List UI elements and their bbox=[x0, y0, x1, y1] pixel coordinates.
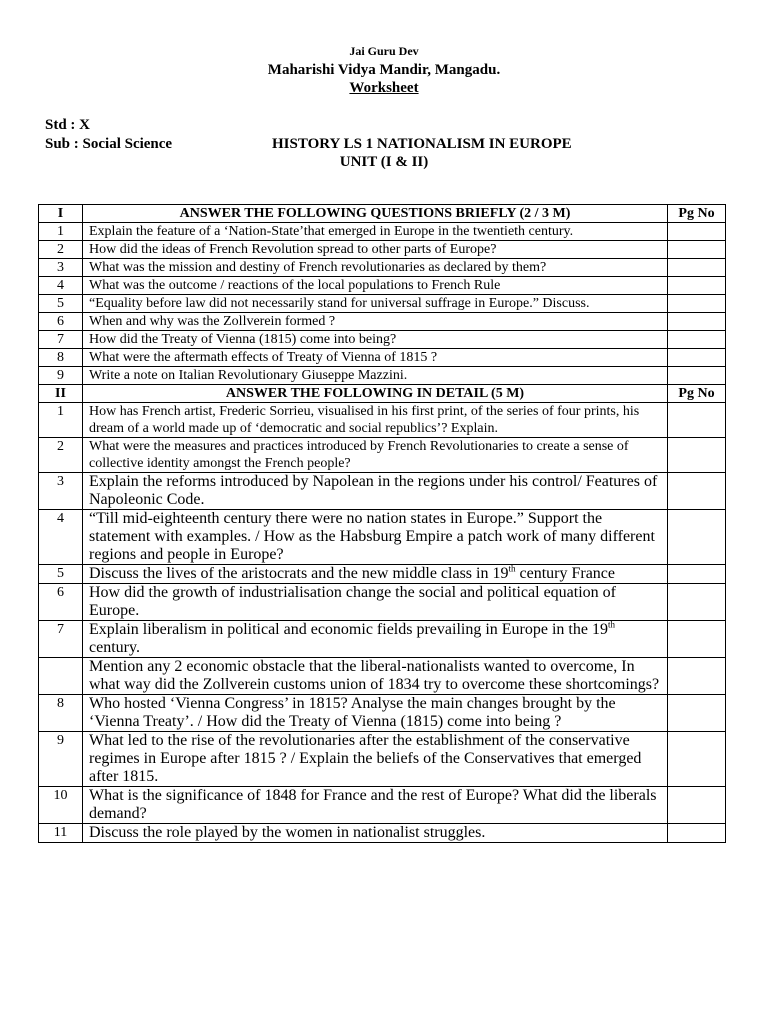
question-row bbox=[39, 331, 726, 349]
question-text bbox=[83, 565, 668, 584]
question-text-part: century France bbox=[515, 565, 615, 582]
pg-no-header: Pg No bbox=[668, 385, 726, 403]
school-name: Maharishi Vidya Mandir, Mangadu. bbox=[267, 62, 501, 78]
question-number: 7 bbox=[39, 331, 83, 349]
section-header bbox=[39, 385, 726, 403]
doc-type: Worksheet bbox=[349, 80, 419, 96]
question-text: Explain the feature of a ‘Nation-State’that emerged in Europe in the twentieth century. bbox=[83, 223, 668, 241]
question-text: “Till mid-eighteenth century there were no nation states in Europe.” Support the statement with examples. / How as the Habsburg Empire a patch work of many different regions and people in Europe? bbox=[83, 510, 668, 565]
question-row bbox=[39, 584, 726, 621]
question-text: What was the mission and destiny of French revolutionaries as declared by them? bbox=[83, 259, 668, 277]
question-number bbox=[39, 658, 83, 695]
question-number: 2 bbox=[39, 241, 83, 259]
question-row bbox=[39, 403, 726, 438]
question-row bbox=[39, 473, 726, 510]
question-row bbox=[39, 565, 726, 584]
question-number: 9 bbox=[39, 367, 83, 385]
page-number-cell bbox=[668, 732, 726, 787]
question-text: How did the Treaty of Vienna (1815) come into being? bbox=[83, 331, 668, 349]
page-number-cell bbox=[668, 331, 726, 349]
page-number-cell bbox=[668, 259, 726, 277]
page-number-cell bbox=[668, 621, 726, 658]
question-row bbox=[39, 438, 726, 473]
question-row bbox=[39, 295, 726, 313]
question-row bbox=[39, 241, 726, 259]
question-number: 1 bbox=[39, 403, 83, 438]
question-number: 3 bbox=[39, 473, 83, 510]
section-title: ANSWER THE FOLLOWING IN DETAIL (5 M) bbox=[83, 385, 668, 403]
ordinal-suffix: th bbox=[508, 563, 516, 574]
question-text bbox=[83, 621, 668, 658]
unit-label: UNIT (I & II) bbox=[339, 154, 429, 170]
question-row bbox=[39, 621, 726, 658]
question-text: How has French artist, Frederic Sorrieu, visualised in his first print, of the series of four prints, his dream of a world made up of ‘democratic and social republics’? Explain. bbox=[83, 403, 668, 438]
question-row bbox=[39, 349, 726, 367]
question-text: How did the growth of industrialisation change the social and political equation of Europe. bbox=[83, 584, 668, 621]
question-text: When and why was the Zollverein formed ? bbox=[83, 313, 668, 331]
question-number: 10 bbox=[39, 787, 83, 824]
question-row bbox=[39, 510, 726, 565]
question-text: Mention any 2 economic obstacle that the liberal-nationalists wanted to overcome, In what way did the Zollverein customs union of 1834 try to overcome these shortcomings? bbox=[83, 658, 668, 695]
question-row bbox=[39, 259, 726, 277]
question-number: 2 bbox=[39, 438, 83, 473]
question-row bbox=[39, 824, 726, 843]
question-text: How did the ideas of French Revolution spread to other parts of Europe? bbox=[83, 241, 668, 259]
std-label: Std : X bbox=[45, 117, 91, 133]
page-number-cell bbox=[668, 367, 726, 385]
question-number: 9 bbox=[39, 732, 83, 787]
pg-no-header: Pg No bbox=[668, 205, 726, 223]
page-number-cell bbox=[668, 787, 726, 824]
question-text-part: Explain liberalism in political and economic fields prevailing in Europe in the 19 bbox=[89, 621, 608, 638]
page-number-cell bbox=[668, 658, 726, 695]
question-row bbox=[39, 695, 726, 732]
question-text: What is the significance of 1848 for France and the rest of Europe? What did the liberals demand? bbox=[83, 787, 668, 824]
question-number: 5 bbox=[39, 565, 83, 584]
question-text: “Equality before law did not necessarily stand for universal suffrage in Europe.” Discuss. bbox=[83, 295, 668, 313]
worksheet-body bbox=[39, 205, 726, 843]
chapter-title: HISTORY LS 1 NATIONALISM IN EUROPE bbox=[272, 136, 572, 152]
section-number: I bbox=[39, 205, 83, 223]
page-number-cell bbox=[668, 223, 726, 241]
question-row bbox=[39, 787, 726, 824]
question-text: Discuss the role played by the women in nationalist struggles. bbox=[83, 824, 668, 843]
question-number: 6 bbox=[39, 584, 83, 621]
section-number: II bbox=[39, 385, 83, 403]
header-line1: Jai Guru Dev bbox=[349, 44, 419, 58]
worksheet-table bbox=[38, 204, 726, 843]
page-number-cell bbox=[668, 473, 726, 510]
question-number: 5 bbox=[39, 295, 83, 313]
page-number-cell bbox=[668, 510, 726, 565]
question-number: 3 bbox=[39, 259, 83, 277]
page-number-cell bbox=[668, 438, 726, 473]
page-number-cell bbox=[668, 824, 726, 843]
question-number: 6 bbox=[39, 313, 83, 331]
question-text: Who hosted ‘Vienna Congress’ in 1815? Analyse the main changes brought by the ‘Vienna Treaty’. / How did the Treaty of Vienna (1815) come into being ? bbox=[83, 695, 668, 732]
question-row bbox=[39, 223, 726, 241]
question-text: What was the outcome / reactions of the local populations to French Rule bbox=[83, 277, 668, 295]
page-number-cell bbox=[668, 403, 726, 438]
question-number: 8 bbox=[39, 695, 83, 732]
page-number-cell bbox=[668, 241, 726, 259]
question-row bbox=[39, 658, 726, 695]
page-number-cell bbox=[668, 349, 726, 367]
page-number-cell bbox=[668, 695, 726, 732]
page-number-cell bbox=[668, 565, 726, 584]
question-text: What were the aftermath effects of Treaty of Vienna of 1815 ? bbox=[83, 349, 668, 367]
question-number: 4 bbox=[39, 510, 83, 565]
question-row bbox=[39, 277, 726, 295]
question-text: Explain the reforms introduced by Napolean in the regions under his control/ Features of Napoleonic Code. bbox=[83, 473, 668, 510]
subject-label: Sub : Social Science bbox=[45, 136, 173, 152]
question-number: 4 bbox=[39, 277, 83, 295]
question-number: 11 bbox=[39, 824, 83, 843]
question-text: What were the measures and practices introduced by French Revolutionaries to create a sense of collective identity amongst the French people? bbox=[83, 438, 668, 473]
question-row bbox=[39, 367, 726, 385]
question-row bbox=[39, 313, 726, 331]
question-number: 7 bbox=[39, 621, 83, 658]
section-title: ANSWER THE FOLLOWING QUESTIONS BRIEFLY (2 / 3 M) bbox=[83, 205, 668, 223]
question-row bbox=[39, 732, 726, 787]
question-text: What led to the rise of the revolutionaries after the establishment of the conservative regimes in Europe after 1815 ? / Explain the beliefs of the Conservatives that emerged after 1815. bbox=[83, 732, 668, 787]
question-number: 8 bbox=[39, 349, 83, 367]
question-text-part: century. bbox=[89, 639, 140, 656]
question-number: 1 bbox=[39, 223, 83, 241]
question-text-part: Discuss the lives of the aristocrats and the new middle class in 19 bbox=[89, 565, 509, 582]
question-text: Write a note on Italian Revolutionary Giuseppe Mazzini. bbox=[83, 367, 668, 385]
page-number-cell bbox=[668, 295, 726, 313]
ordinal-suffix: th bbox=[607, 619, 615, 630]
section-header bbox=[39, 205, 726, 223]
page-number-cell bbox=[668, 584, 726, 621]
page-number-cell bbox=[668, 277, 726, 295]
page-number-cell bbox=[668, 313, 726, 331]
